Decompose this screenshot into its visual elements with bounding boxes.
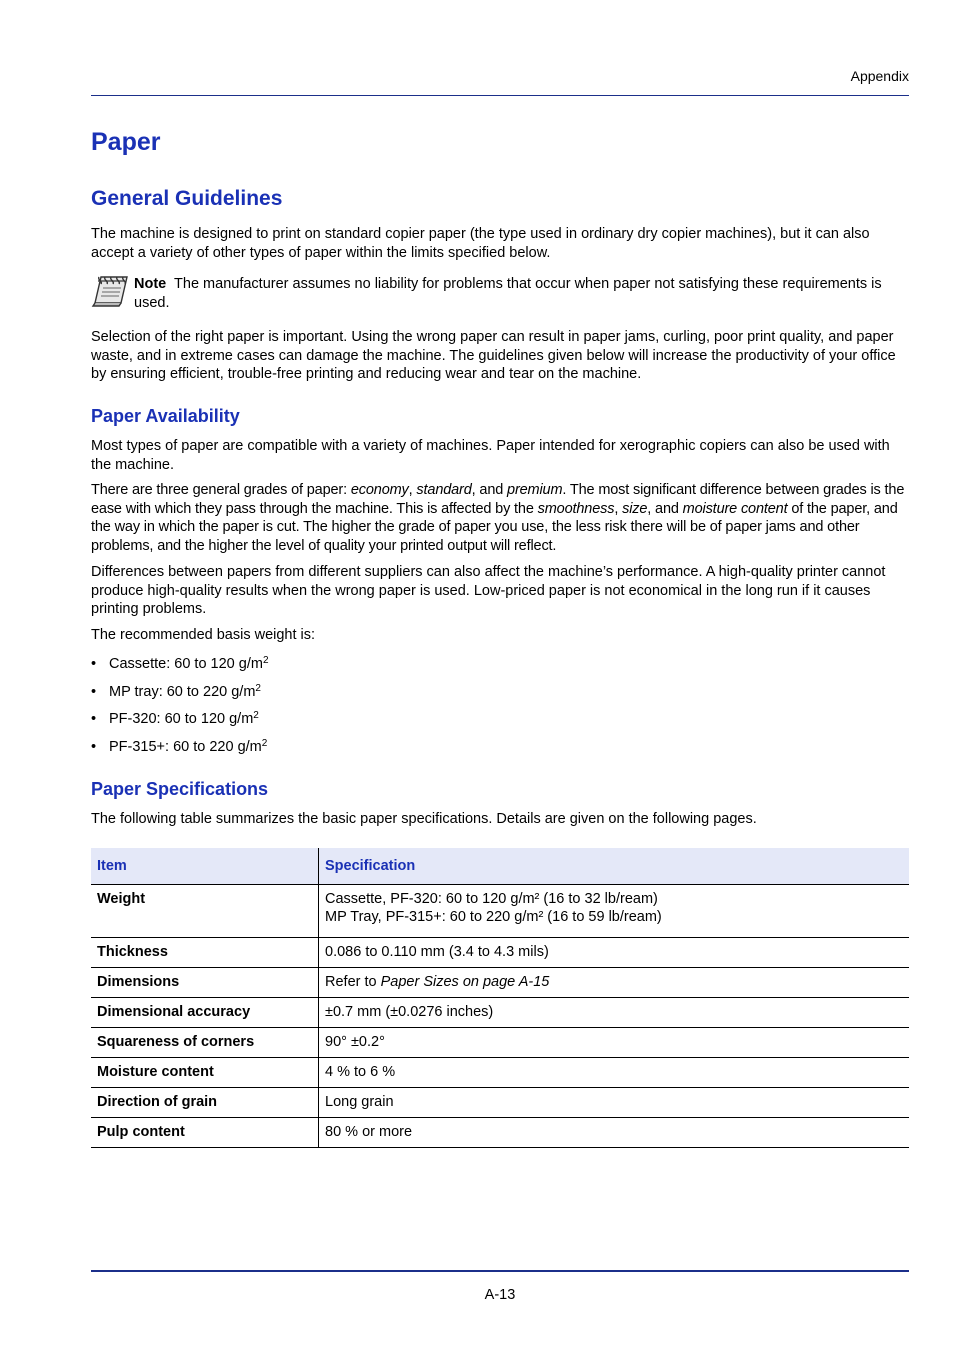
- column-header-specification: Specification: [319, 848, 910, 885]
- list-item-text: Cassette: 60 to 120 g/m: [109, 656, 263, 672]
- factor-smoothness: smoothness: [537, 500, 615, 517]
- availability-paragraph-1: Most types of paper are compatible with a variety of machines. Paper intended for xerographic copiers can also be used with the machine.: [91, 438, 890, 473]
- grade-economy: economy: [350, 482, 409, 498]
- general-intro-paragraph: The machine is designed to print on standard copier paper (the type used in ordinary dry copier machines), but it can also accept a variety of other types of paper within the limits specified below.: [91, 226, 870, 261]
- text-span: . The most significant difference between grades is the ease with which they pass through the machine. This is affected by the: [91, 482, 905, 517]
- factor-size: size: [622, 500, 648, 517]
- paper-sizes-reference-link[interactable]: Paper Sizes on page A-15: [380, 974, 550, 990]
- table-row: [91, 998, 909, 1028]
- spec-cell: ±0.7 mm (±0.0276 inches): [319, 998, 910, 1028]
- table-row: [91, 1058, 909, 1088]
- list-item-text: PF-315+: 60 to 220 g/m: [109, 738, 262, 755]
- text-span: There are three general grades of paper:: [91, 482, 351, 498]
- header-rule: [91, 95, 909, 96]
- superscript: 2: [262, 655, 269, 666]
- grade-premium: premium: [507, 482, 563, 498]
- spec-cell: Long grain: [319, 1088, 910, 1118]
- basis-weight-list: [91, 655, 269, 765]
- paper-selection-paragraph: Selection of the right paper is important. Using the wrong paper can result in paper jams, curling, poor print quality, and paper waste, and in extreme cases can damage the machine. The guidelines given below will increase the productivity of your office by ensuring efficient, trouble-free printing and reducing wear and tear on the machine.: [91, 329, 896, 382]
- footer-rule: [91, 1270, 909, 1272]
- spec-cell: 4 % to 6 %: [319, 1058, 910, 1088]
- text-span: , and: [647, 500, 683, 517]
- table-row: [91, 1028, 909, 1058]
- factor-moisture-content: moisture content: [682, 500, 788, 517]
- list-item: [91, 683, 269, 711]
- item-cell: Moisture content: [91, 1058, 319, 1088]
- table-row: [91, 885, 909, 938]
- item-cell: Pulp content: [91, 1118, 319, 1148]
- general-guidelines-heading: General Guidelines: [91, 187, 283, 210]
- basis-weight-intro: The recommended basis weight is:: [91, 627, 316, 643]
- spec-cell: 0.086 to 0.110 mm (3.4 to 4.3 mils): [319, 938, 910, 968]
- text-span: ,: [408, 482, 417, 498]
- page-title: Paper: [91, 128, 161, 156]
- superscript: 2: [255, 682, 261, 694]
- superscript: 2: [253, 710, 259, 721]
- item-cell: Weight: [91, 885, 319, 938]
- note-label: Note: [134, 276, 167, 292]
- list-item: [91, 710, 269, 738]
- page-number: A-13: [484, 1287, 516, 1303]
- item-cell: Dimensional accuracy: [91, 998, 319, 1028]
- table-row: [91, 1088, 909, 1118]
- note-text: [134, 275, 909, 312]
- list-item: [91, 655, 269, 683]
- spec-cell: [319, 885, 910, 938]
- item-cell: Direction of grain: [91, 1088, 319, 1118]
- column-header-item: Item: [91, 848, 319, 885]
- spec-prefix: Refer to: [325, 974, 381, 990]
- spec-line: Cassette, PF-320: 60 to 120 g/m² (16 to 32 lb/ream): [325, 891, 658, 907]
- spec-cell: 80 % or more: [319, 1118, 910, 1148]
- grade-standard: standard: [416, 482, 472, 498]
- paper-availability-heading: Paper Availability: [91, 406, 240, 426]
- note-icon: [91, 274, 129, 308]
- text-span: of the paper, and the way in which the paper is cut. The higher the grade of paper you use, the less risk there will be of paper jams and other problems, and the higher the level of quality your printed output will reflect.: [91, 500, 898, 554]
- superscript: 2: [261, 737, 268, 749]
- text-span: , and: [471, 482, 508, 498]
- header-section-label: Appendix: [850, 68, 909, 84]
- availability-paragraph-3: Differences between papers from different suppliers can also affect the machine’s performance. A high-quality printer cannot produce high-quality results when the wrong paper is used. Low-priced paper is not economical in the long run if it causes printing problems.: [91, 564, 886, 617]
- table-row: [91, 938, 909, 968]
- availability-paragraph-2: [91, 481, 909, 555]
- item-cell: Thickness: [91, 938, 319, 968]
- spec-line: MP Tray, PF-315+: 60 to 220 g/m² (16 to 59 lb/ream): [325, 909, 662, 925]
- item-cell: Dimensions: [91, 968, 319, 998]
- text-span: ,: [614, 500, 623, 517]
- table-header-row: [91, 848, 909, 885]
- note-body: The manufacturer assumes no liability for problems that occur when paper not satisfying these requirements is used.: [134, 276, 882, 311]
- paper-specifications-heading: Paper Specifications: [91, 779, 269, 799]
- spec-cell: [319, 968, 910, 998]
- list-item-text: PF-320: 60 to 120 g/m: [109, 711, 254, 727]
- table-row: [91, 1118, 909, 1148]
- list-item: [91, 738, 269, 766]
- spec-cell: 90° ±0.2°: [319, 1028, 910, 1058]
- item-cell: Squareness of corners: [91, 1028, 319, 1058]
- paper-specifications-table: [91, 848, 909, 1148]
- specifications-intro: The following table summarizes the basic paper specifications. Details are given on the following pages.: [91, 811, 757, 827]
- list-item-text: MP tray: 60 to 220 g/m: [109, 683, 256, 700]
- table-row: [91, 968, 909, 998]
